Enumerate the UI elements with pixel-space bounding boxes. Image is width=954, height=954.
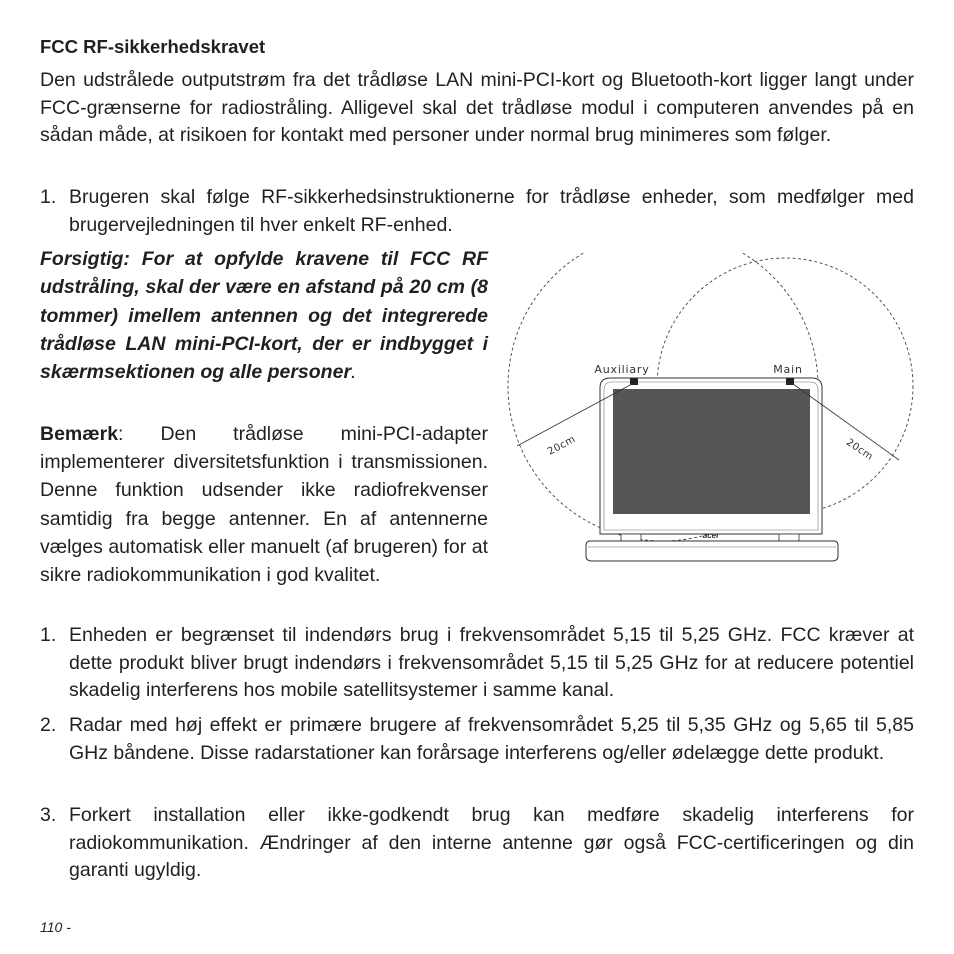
note-text: : Den trådløse mini-PCI-adapter implementerer diversitetsfunktion i transmissionen. Denne funktion udsender ikke radiofrekvenser samtidig fra begge antenner. En af antennerne vælges automatisk eller manuelt (af brugeren) for at sikre radiokommunikation i god kvalitet. (40, 423, 488, 587)
list-item (40, 184, 914, 239)
list-number: 1. (40, 186, 57, 208)
auxiliary-label: Auxiliary (594, 363, 650, 376)
laptop-screen (613, 389, 810, 514)
list-text: Brugeren skal følge RF-sikkerhedsinstruktionerne for trådløse enheder, som medfølger med brugervejledningen til hver enkelt RF-enhed. (69, 186, 914, 236)
list-number: 3. (40, 804, 57, 826)
caution-text: Forsigtig: For at opfylde kravene til FCC RF udstråling, skal der være en afstand på 20 cm (8 tommer) imellem antennen og det integrerede trådløse LAN mini-PCI-kort, der er indbygget i skærmsektionen og alle personer (40, 248, 488, 384)
laptop-base (586, 541, 838, 561)
list-number: 2. (40, 714, 57, 736)
list-item (40, 622, 914, 705)
list-text: Radar med høj effekt er primære brugere af frekvensområdet 5,25 til 5,35 GHz og 5,65 til 5,85 GHz båndene. Disse radarstationer kan forårsage interferens og/eller ødelægge dette produkt. (69, 714, 914, 764)
list-number: 1. (40, 624, 57, 646)
auxiliary-antenna-icon (630, 378, 638, 385)
caution-paragraph (40, 245, 488, 386)
page-number: 110 - (40, 919, 71, 935)
section-title: FCC RF-sikkerhedskravet (40, 36, 266, 57)
left-distance-label: 20cm (546, 433, 578, 458)
antenna-diagram (505, 253, 915, 565)
note-paragraph (40, 420, 488, 589)
right-distance-label: 20cm (843, 436, 875, 463)
brand-logo: acer (702, 531, 720, 540)
intro-paragraph: Den udstrålede outputstrøm fra det trådløse LAN mini-PCI-kort og Bluetooth-kort ligger langt under FCC-grænserne for radiostråling. Alligevel skal det trådløse modul i computeren anvendes på en sådan måde, at risikoen for kontakt med personer under normal brug minimeres som følger. (40, 69, 914, 147)
list-text: Enheden er begrænset til indendørs brug i frekvensområdet 5,15 til 5,25 GHz. FCC kræver at dette produkt bliver brugt indendørs i frekvensområdet 5,15 til 5,25 GHz for at reducere potentiel skadelig interferens hos mobile satellitsystemer i samme kanal. (69, 624, 914, 702)
main-label: Main (773, 363, 803, 376)
list-item (40, 712, 914, 767)
list-item (40, 802, 914, 885)
list-text: Forkert installation eller ikke-godkendt brug kan medføre skadelig interferens for radiokommunikation. Ændringer af den interne antenne gør også FCC-certificeringen og din garanti ugyldig. (69, 804, 914, 882)
note-label: Bemærk (40, 423, 119, 445)
main-antenna-icon (786, 378, 794, 385)
caution-period: . (351, 361, 357, 384)
